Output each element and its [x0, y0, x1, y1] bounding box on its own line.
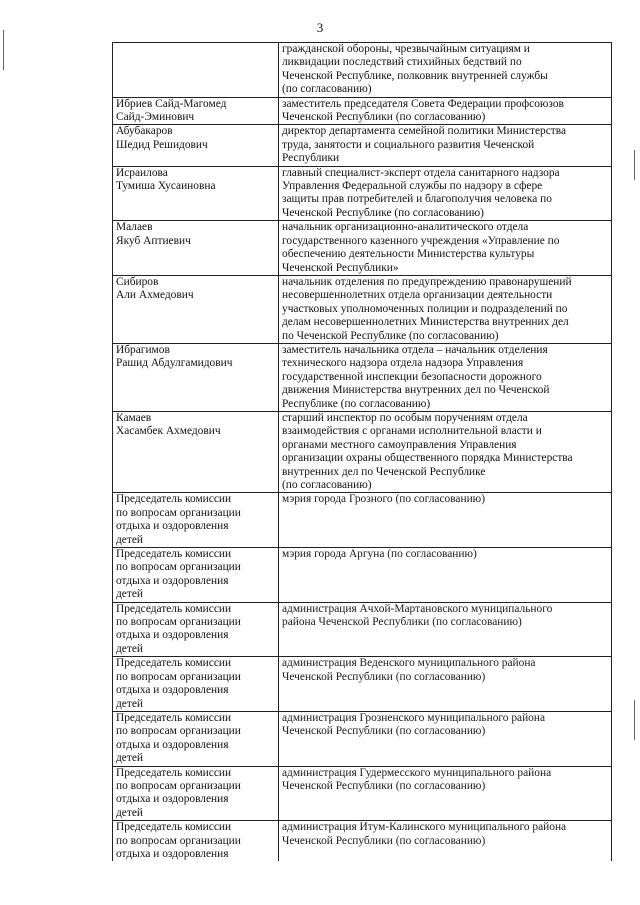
- cell-line: гражданской обороны, чрезвычайным ситуациям и: [282, 43, 530, 55]
- cell-line: отдыха и оздоровления: [116, 684, 229, 697]
- cell-line: заместитель начальника отдела – начальник отделения: [282, 343, 548, 356]
- cell-line: администрация Итум-Калинского муниципального района: [282, 821, 567, 834]
- cell-line: ликвидации последствий стихийных бедствий по: [282, 56, 522, 69]
- cell-line: детей: [116, 533, 143, 546]
- member-position-cell: [279, 343, 612, 411]
- cell-line: по Чеченской Республике (по согласованию): [282, 329, 499, 342]
- cell-line: по вопросам организации: [116, 834, 241, 847]
- table-row: [113, 766, 612, 821]
- cell-line: Председатель комиссии: [116, 711, 232, 724]
- cell-line: Чеченской Республике (по согласованию): [282, 206, 484, 219]
- cell-line: Сибиров: [116, 275, 159, 288]
- cell-line: внутренних дел по Чеченской Республике: [282, 465, 486, 478]
- cell-line: (по согласованию): [282, 83, 372, 96]
- right-margin-mark: [634, 700, 635, 740]
- cell-line: Председатель комиссии: [116, 602, 232, 615]
- cell-line: Ибриев Сайд-Магомед: [116, 97, 227, 110]
- organization-cell: [279, 821, 612, 862]
- cell-line: детей: [116, 588, 143, 601]
- commission-position-cell: [113, 493, 279, 548]
- cell-line: детей: [116, 806, 143, 819]
- member-position-cell: [279, 43, 612, 98]
- cell-line: начальник организационно-аналитического отдела: [282, 221, 529, 234]
- cell-line: делам несовершеннолетних Министерства внутренних дел: [282, 316, 569, 329]
- cell-line: Председатель комиссии: [116, 657, 232, 670]
- cell-line: отдыха и оздоровления: [116, 629, 229, 642]
- table-row: [113, 602, 612, 657]
- cell-line: Якуб Аптиевич: [116, 234, 191, 247]
- cell-line: отдыха и оздоровления: [116, 847, 229, 860]
- cell-line: администрация Ачхой-Мартановского муниципального: [282, 602, 553, 615]
- cell-line: Камаев: [116, 411, 152, 424]
- cell-line: Республики: [282, 152, 340, 165]
- cell-line: Шедид Решидович: [116, 138, 208, 151]
- member-position-cell: [279, 166, 612, 221]
- cell-line: (по согласованию): [282, 479, 372, 491]
- cell-line: Управления Федеральной службы по надзору в сфере: [282, 180, 543, 193]
- cell-line: старший инспектор по особым поручениям отдела: [282, 411, 528, 424]
- cell-line: администрация Грозненского муниципального района: [282, 711, 546, 724]
- table-row: [113, 343, 612, 411]
- cell-line: района Чеченской Республики (по согласованию): [282, 616, 522, 629]
- cell-line: Али Ахмедович: [116, 289, 194, 302]
- cell-line: Чеченской Республики (по согласованию): [282, 111, 486, 124]
- table-row: [113, 493, 612, 548]
- cell-line: по вопросам организации: [116, 725, 241, 738]
- cell-line: по вопросам организации: [116, 670, 241, 683]
- member-name-cell: [113, 97, 279, 125]
- cell-line: организации охраны общественного порядка Министерства: [282, 452, 573, 465]
- member-position-cell: [279, 275, 612, 343]
- cell-line: Абубакаров: [116, 125, 173, 138]
- cell-line: труда, занятости и социального развития Чеченской: [282, 138, 535, 151]
- cell-line: директор департамента семейной политики Министерства: [282, 125, 567, 138]
- commission-position-cell: [113, 602, 279, 657]
- member-position-cell: [279, 97, 612, 125]
- cell-line: взаимодействия с органами исполнительной власти и: [282, 425, 542, 438]
- organization-cell: [279, 657, 612, 712]
- cell-line: Председатель комиссии: [116, 548, 232, 561]
- table-row: [113, 221, 612, 276]
- member-name-cell: [113, 166, 279, 221]
- table-row: [113, 97, 612, 125]
- cell-line: защиты прав потребителей и благополучия человека по: [282, 193, 552, 206]
- cell-line: Чеченской Республики (по согласованию): [282, 834, 486, 847]
- cell-line: Малаев: [116, 221, 153, 234]
- page-number: 3: [316, 20, 324, 35]
- cell-line: по вопросам организации: [116, 561, 241, 574]
- member-name-cell: [113, 221, 279, 276]
- cell-line: государственной инспекции безопасности дорожного: [282, 370, 542, 383]
- cell-line: администрация Веденского муниципального района: [282, 657, 536, 670]
- cell-line: обеспечению деятельности Министерства культуры: [282, 248, 535, 261]
- table-row: [113, 411, 612, 492]
- cell-line: мэрия города Грозного (по согласованию): [282, 493, 485, 506]
- cell-line: участковых уполномоченных полиции и подразделений по: [282, 302, 568, 315]
- left-margin-mark: [3, 30, 4, 70]
- organization-cell: [279, 602, 612, 657]
- cell-line: Республике (по согласованию): [282, 397, 431, 410]
- member-name-cell: [113, 43, 279, 98]
- organization-cell: [279, 548, 612, 603]
- table-row: [113, 548, 612, 603]
- members-table: [112, 42, 612, 861]
- cell-line: Тумиша Хусаиновна: [116, 180, 216, 193]
- cell-line: отдыха и оздоровления: [116, 793, 229, 806]
- cell-line: технического надзора отдела надзора Управления: [282, 357, 524, 370]
- table-row: [113, 125, 612, 166]
- cell-line: Председатель комиссии: [116, 766, 232, 779]
- organization-cell: [279, 766, 612, 821]
- cell-line: отдыха и оздоровления: [116, 520, 229, 533]
- cell-line: несовершеннолетних отдела организации деятельности: [282, 289, 553, 302]
- cell-line: по вопросам организации: [116, 616, 241, 629]
- commission-position-cell: [113, 657, 279, 712]
- cell-line: Председатель комиссии: [116, 821, 232, 834]
- cell-line: по вопросам организации: [116, 779, 241, 792]
- organization-cell: [279, 711, 612, 766]
- cell-line: Хасамбек Ахмедович: [116, 425, 221, 438]
- table-row: [113, 657, 612, 712]
- table-row: [113, 166, 612, 221]
- cell-line: органами местного самоуправления Управления: [282, 438, 517, 451]
- commission-position-cell: [113, 548, 279, 603]
- commission-position-cell: [113, 821, 279, 862]
- table-row: [113, 821, 612, 862]
- cell-line: Рашид Абдулгамидович: [116, 357, 233, 370]
- cell-line: детей: [116, 642, 143, 655]
- cell-line: отдыха и оздоровления: [116, 738, 229, 751]
- cell-line: Чеченской Республики (по согласованию): [282, 670, 486, 683]
- organization-cell: [279, 493, 612, 548]
- cell-line: Председатель комиссии: [116, 493, 232, 506]
- cell-line: Исраилова: [116, 166, 168, 179]
- commission-position-cell: [113, 766, 279, 821]
- cell-line: Ибрагимов: [116, 343, 170, 356]
- cell-line: заместитель председателя Совета Федерации профсоюзов: [282, 97, 564, 110]
- cell-line: детей: [116, 752, 143, 765]
- right-margin-mark: [634, 150, 635, 180]
- table-row: [113, 43, 612, 98]
- cell-line: детей: [116, 697, 143, 710]
- cell-line: Сайд-Эминович: [116, 111, 195, 124]
- cell-line: администрация Гудермесского муниципального района: [282, 766, 552, 779]
- cell-line: движения Министерства внутренних дел по Чеченской: [282, 384, 550, 397]
- cell-line: начальник отделения по предупреждению правонарушений: [282, 275, 572, 288]
- commission-position-cell: [113, 711, 279, 766]
- cell-line: мэрия города Аргуна (по согласованию): [282, 548, 477, 561]
- table-row: [113, 275, 612, 343]
- cell-line: главный специалист-эксперт отдела санитарного надзора: [282, 166, 560, 179]
- members-table-body: [113, 43, 612, 862]
- cell-line: отдыха и оздоровления: [116, 574, 229, 587]
- table-row: [113, 711, 612, 766]
- member-name-cell: [113, 343, 279, 411]
- member-position-cell: [279, 221, 612, 276]
- member-name-cell: [113, 411, 279, 492]
- cell-line: государственного казенного учреждения «Управление по: [282, 234, 560, 247]
- cell-line: Чеченской Республике, полковник внутренней службы: [282, 69, 548, 82]
- cell-line: Чеченской Республики (по согласованию): [282, 779, 486, 792]
- member-name-cell: [113, 125, 279, 166]
- member-position-cell: [279, 125, 612, 166]
- cell-line: Чеченской Республики (по согласованию): [282, 725, 486, 738]
- cell-line: по вопросам организации: [116, 506, 241, 519]
- cell-line: Чеченской Республики»: [282, 261, 399, 274]
- member-name-cell: [113, 275, 279, 343]
- member-position-cell: [279, 411, 612, 492]
